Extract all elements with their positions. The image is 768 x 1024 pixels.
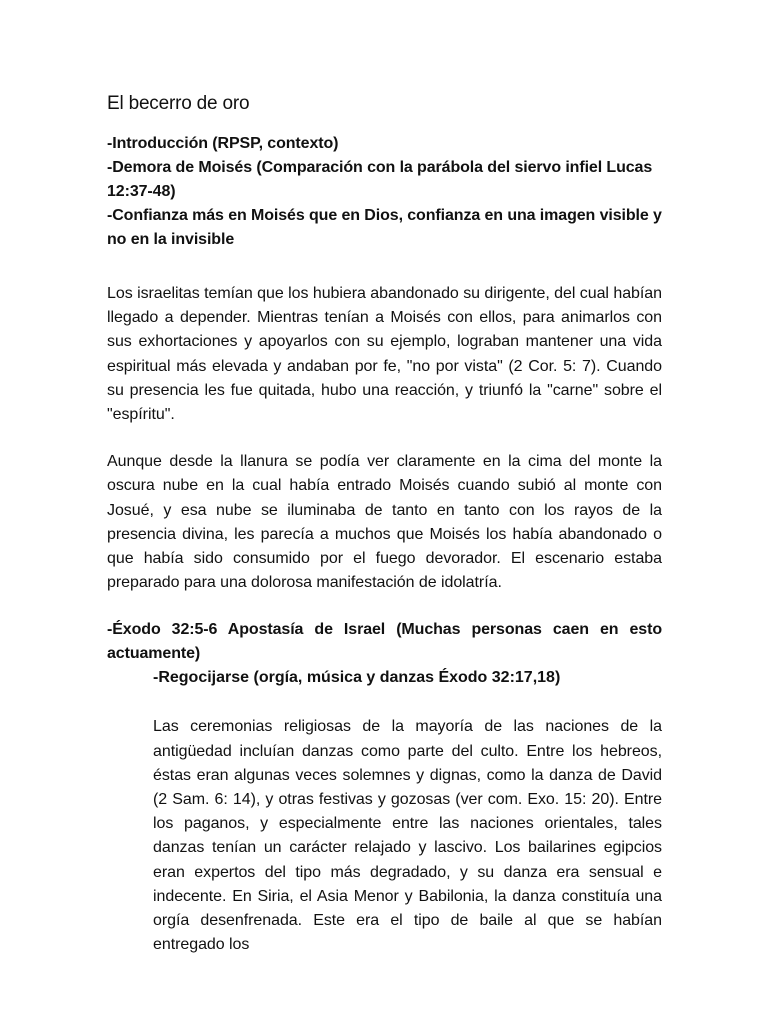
subsection-heading-rejoicing: -Regocijarse (orgía, música y danzas Éxodo 32:17,18) xyxy=(153,669,561,687)
outline-item-delay-of-moses: -Demora de Moisés (Comparación con la parábola del siervo infiel Lucas 12:37-48) xyxy=(107,159,653,200)
paragraph-religious-dances: Las ceremonias religiosas de la mayoría de las naciones de la antigüedad incluían danzas como parte del culto. Entre los hebreos, éstas eran algunas veces solemnes y dignas, como la danza de David (2 Sam. 6: 14), y otras festivas y gozosas (ver com. Exo. 15: 20). Entre los paganos, y especialmente entre las naciones orientales, tales danzas tenían un carácter relajado y lascivo. Los bailarines egipcios eran expertos del tipo más degradado, y su danza era sensual e indecente. En Siria, el Asia Menor y Babilonia, la danza constituía una orgía desenfrenada. Este era el tipo de baile al que se habían entregado los xyxy=(153,718,662,954)
paragraph-israelites-fear: Los israelitas temían que los hubiera abandonado su dirigente, del cual habían llegado a depender. Mientras tenían a Moisés con ellos, para animarlos con sus exhortaciones y apoyarlos con su ejemplo, lograban mantener una vida espiritual más elevada y andaban por fe, "no por vista" (2 Cor. 5: 7). Cuando su presencia les fue quitada, hubo una reacción, y triunfó la "carne" sobre el "espíritu". xyxy=(107,285,662,424)
outline-item-introduction: -Introducción (RPSP, contexto) xyxy=(107,135,339,152)
outline-list xyxy=(107,132,662,252)
document-title: El becerro de oro xyxy=(107,93,250,114)
section-heading-apostasy: -Éxodo 32:5-6 Apostasía de Israel (Muchas personas caen en esto actuamente) xyxy=(107,621,662,663)
paragraph-cloud-on-mountain: Aunque desde la llanura se podía ver claramente en la cima del monte la oscura nube en la cual había entrado Moisés cuando subió al monte con Josué, y esa nube se iluminaba de tanto en tanto con los rayos de la presencia divina, les parecía a muchos que Moisés los había abandonado o que había sido consumido por el fuego devorador. El escenario estaba preparado para una dolorosa manifestación de idolatría. xyxy=(107,453,662,592)
outline-item-trust-in-moses: -Confianza más en Moisés que en Dios, confianza en una imagen visible y no en la invisible xyxy=(107,207,662,248)
